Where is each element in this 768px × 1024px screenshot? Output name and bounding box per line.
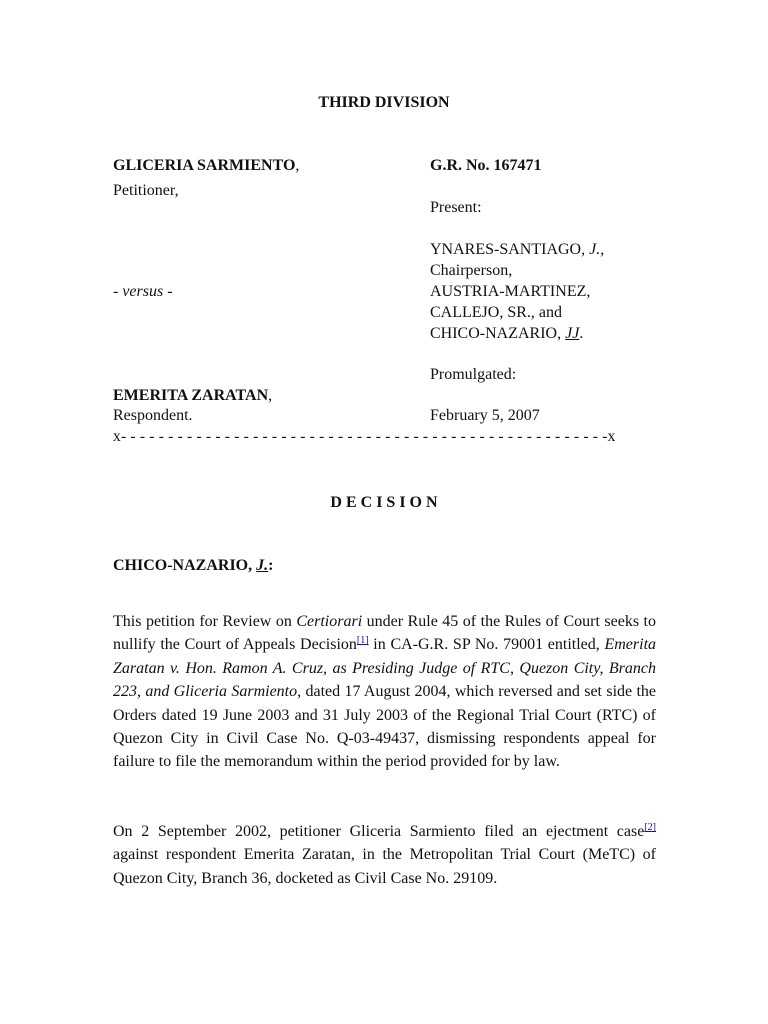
respondent-role: Respondent. (113, 407, 193, 424)
para1-text-1: This petition for Review on (113, 613, 297, 630)
justice-4-title: JJ (565, 325, 580, 342)
justice-1-title: J. (589, 241, 601, 258)
justice-3: CALLEJO, SR., and (430, 304, 562, 321)
para1-text-2: under Rule 45 of the Rules of Court seeks to nullify the Court of Appeals Decision (113, 613, 656, 654)
para1-certiorari: Certiorari (296, 613, 363, 630)
respondent-block: EMERITA ZARATAN, (113, 387, 273, 404)
para1-text-4: dated 17 August 2004, which reversed and set side the Orders dated 19 June 2003 and 31 July 2003 of the Regional Trial Court (RTC) of Quezon City in Civil Case No. Q-03-49437, dismissing respondents appeal for failure to file the memorandum within the period provided for by law. (113, 683, 657, 771)
promulgated-label: Promulgated: (430, 366, 517, 383)
versus-text: - versus - (113, 283, 173, 300)
division-heading: THIRD DIVISION (318, 94, 450, 111)
para2-text-2: against respondent Emerita Zaratan, in the Metropolitan Trial Court (MeTC) of Quezon City, Branch 36, docketed as Civil Case No. 29109. (113, 846, 656, 887)
para1-text-3: in CA-G.R. SP No. 79001 entitled, (368, 636, 605, 654)
petitioner-role: Petitioner, (113, 182, 179, 199)
paragraph-1 (113, 610, 656, 774)
caption-separator: x- - - - - - - - - - - - - - - - - - - - - - - - - - - - - - - - - - - - - - - - - - - - - - - - - - - -x (113, 428, 616, 445)
para2-text-1: On 2 September 2002, petitioner Gliceria Sarmiento filed an ejectment case (113, 823, 645, 840)
justice-2: AUSTRIA-MARTINEZ, (430, 283, 591, 300)
justice-1-role: Chairperson, (430, 262, 513, 279)
petitioner-block: GLICERIA SARMIENTO, (113, 157, 300, 174)
para1-case-title: Emerita Zaratan v. Hon. Ramon A. Cruz, as Presiding Judge of RTC, Quezon City, Branch 223, and Gliceria Sarmiento, (113, 636, 657, 701)
justice-4: CHICO-NAZARIO, JJ. (430, 325, 584, 342)
petitioner-name: GLICERIA SARMIENTO (113, 157, 296, 174)
justice-1: YNARES-SANTIAGO, J., (430, 241, 605, 258)
justice-4-name: CHICO-NAZARIO, (430, 325, 566, 342)
ponente-title: J. (256, 557, 269, 574)
footnote-link-1[interactable]: [1] (356, 635, 369, 647)
footnote-link-2[interactable]: [2] (644, 822, 656, 833)
ponente-line: CHICO-NAZARIO, J.: (113, 557, 274, 574)
justice-1-name: YNARES-SANTIAGO, (430, 241, 590, 258)
gr-number: G.R. No. 167471 (430, 157, 542, 174)
decision-heading: D E C I S I O N (330, 494, 438, 511)
promulgated-date: February 5, 2007 (430, 407, 540, 424)
present-label: Present: (430, 199, 482, 216)
ponente-name: CHICO-NAZARIO, (113, 557, 257, 574)
paragraph-2 (113, 820, 656, 890)
respondent-name: EMERITA ZARATAN (113, 387, 269, 404)
